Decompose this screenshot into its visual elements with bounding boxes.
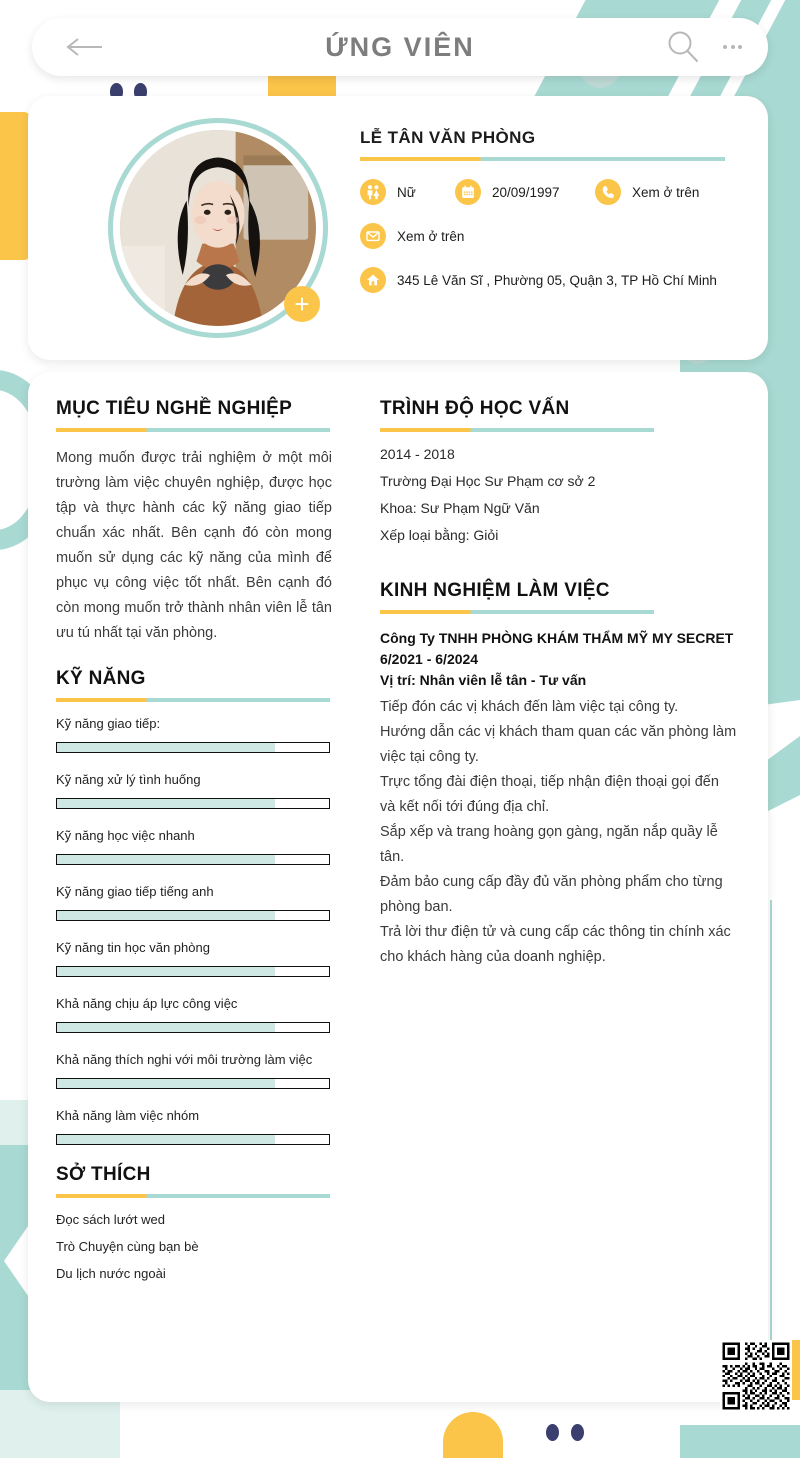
skill-name: Khả năng thích nghi với môi trường làm việc <box>56 1052 313 1067</box>
hobbies-divider <box>56 1194 330 1198</box>
skill-name: Khả năng chịu áp lực công việc <box>56 996 238 1011</box>
experience-duty-line: Sắp xếp và trang hoàng gọn gàng, ngăn nắp quầy lễ tân. <box>380 824 718 865</box>
skill-item <box>56 828 358 865</box>
skill-name: Khả năng làm việc nhóm <box>56 1108 200 1123</box>
app-header <box>32 18 768 76</box>
home-icon <box>360 267 386 293</box>
education-line: 2014 - 2018 <box>380 446 455 462</box>
skills-divider <box>56 698 330 702</box>
skill-item <box>56 716 358 753</box>
skill-name: Kỹ năng xử lý tình huống <box>56 772 201 787</box>
skill-item <box>56 940 358 977</box>
experience-duty-line: Đảm bảo cung cấp đầy đủ văn phòng phẩm cho từng phòng ban. <box>380 874 723 915</box>
qr-code <box>720 1340 792 1412</box>
email-field <box>360 223 464 249</box>
skill-item <box>56 1052 358 1089</box>
hobbies-list <box>56 1212 358 1281</box>
experience-company: Công Ty TNHH PHÒNG KHÁM THẨM MỸ MY SECRET <box>380 630 734 646</box>
profile-card <box>28 96 768 360</box>
skill-level-fill <box>57 799 275 808</box>
navy-dot-bottom-b <box>571 1424 584 1441</box>
more-options-icon[interactable] <box>723 45 742 49</box>
avatar <box>108 118 328 338</box>
experience-entry <box>380 628 738 970</box>
profile-info-row-3 <box>360 267 740 293</box>
skills-section-title: KỸ NĂNG <box>56 668 146 689</box>
skill-name: Kỹ năng học việc nhanh <box>56 828 195 843</box>
education-section-title: TRÌNH ĐỘ HỌC VẤN <box>380 398 570 419</box>
resume-content-card <box>28 372 768 1402</box>
skill-level-fill <box>57 911 275 920</box>
skill-level-bar <box>56 798 330 809</box>
hobby-item: Du lịch nước ngoài <box>56 1266 166 1281</box>
page-title: ỨNG VIÊN <box>325 31 475 62</box>
profile-info <box>360 128 740 293</box>
add-photo-button[interactable]: + <box>284 286 320 322</box>
experience-duty-line: Tiếp đón các vị khách đến làm việc tại công ty. <box>380 699 679 715</box>
hobbies-section <box>56 1164 358 1281</box>
phone-icon <box>595 179 621 205</box>
skill-level-fill <box>57 1135 275 1144</box>
section-spacer <box>380 554 738 580</box>
experience-divider <box>380 610 654 614</box>
education-line: Trường Đại Học Sư Phạm cơ sở 2 <box>380 473 596 489</box>
phone-value: Xem ở trên <box>632 184 700 200</box>
birthdate-field <box>455 179 595 205</box>
experience-duty-line: Trực tổng đài điện thoại, tiếp nhận điện thoại gọi đến và kết nối tới đúng địa chỉ. <box>380 774 719 815</box>
right-thin-teal-line <box>770 900 772 1360</box>
skill-level-fill <box>57 967 275 976</box>
skill-level-fill <box>57 743 275 752</box>
hobby-item: Trò Chuyện cùng bạn bè <box>56 1239 199 1254</box>
skill-level-bar <box>56 742 330 753</box>
skill-item <box>56 884 358 921</box>
phone-field <box>595 179 699 205</box>
skill-level-bar <box>56 1078 330 1089</box>
education-list <box>380 446 738 543</box>
skill-level-fill <box>57 1023 275 1032</box>
skill-level-bar <box>56 1134 330 1145</box>
skill-level-fill <box>57 1079 275 1088</box>
skill-item <box>56 1108 358 1145</box>
gender-icon <box>360 179 386 205</box>
right-column <box>358 372 768 1402</box>
profile-divider <box>360 157 725 161</box>
skill-level-bar <box>56 854 330 865</box>
skill-level-bar <box>56 910 330 921</box>
skill-level-fill <box>57 855 275 864</box>
skill-name: Kỹ năng giao tiếp: <box>56 716 161 731</box>
calendar-icon <box>455 179 481 205</box>
skills-list <box>56 716 358 1145</box>
skill-level-bar <box>56 966 330 977</box>
education-divider <box>380 428 654 432</box>
hobby-item: Đọc sách lướt wed <box>56 1212 165 1227</box>
job-title: LỄ TÂN VĂN PHÒNG <box>360 128 536 147</box>
experience-duty-line: Trả lời thư điện tử và cung cấp các thông tin chính xác cho khách hàng của doanh nghiệp. <box>380 924 731 965</box>
birthdate-value: 20/09/1997 <box>492 184 560 200</box>
skill-level-bar <box>56 1022 330 1033</box>
yellow-left-rect <box>0 112 30 260</box>
gender-field <box>360 179 455 205</box>
skill-item <box>56 772 358 809</box>
skills-section <box>56 668 358 1145</box>
navy-dot-bottom-a <box>546 1424 559 1441</box>
experience-duties <box>380 695 738 970</box>
address-field <box>360 267 717 293</box>
education-line: Xếp loại bằng: Giỏi <box>380 527 499 543</box>
email-icon <box>360 223 386 249</box>
gender-value: Nữ <box>397 184 416 200</box>
profile-info-row-2 <box>360 223 740 249</box>
address-value: 345 Lê Văn Sĩ , Phường 05, Quận 3, TP Hồ Chí Minh <box>397 272 717 288</box>
skill-name: Kỹ năng giao tiếp tiếng anh <box>56 884 214 899</box>
back-arrow-icon[interactable] <box>66 35 106 59</box>
education-line: Khoa: Sư Phạm Ngữ Văn <box>380 500 540 516</box>
profile-info-row-1 <box>360 179 740 205</box>
objective-text: Mong muốn được trải nghiệm ở một môi trường làm việc chuyên nghiệp, được học tập và thực hành các kỹ năng giao tiếp chuẩn xác nhất. Bên cạnh đó còn mong muốn sử dụng các kỹ năng của mình để phục vụ công việc tốt nhất. Bên cạnh đó còn mong muốn trở thành nhân viên lễ tân ưu tú nhất tại văn phòng. <box>56 450 332 641</box>
yellow-semicircle-bottom <box>443 1412 503 1458</box>
objective-section-title: MỤC TIÊU NGHỀ NGHIỆP <box>56 398 293 419</box>
objective-divider <box>56 428 330 432</box>
skill-name: Kỹ năng tin học văn phòng <box>56 940 210 955</box>
email-value: Xem ở trên <box>397 228 465 244</box>
experience-position: Vị trí: Nhân viên lễ tân - Tư vấn <box>380 672 587 688</box>
search-icon[interactable] <box>666 30 700 64</box>
experience-period: 6/2021 - 6/2024 <box>380 651 479 667</box>
left-column <box>28 372 358 1402</box>
experience-duty-line: Hướng dẫn các vị khách tham quan các văn phòng làm việc tại công ty. <box>380 724 737 765</box>
experience-section-title: KINH NGHIỆM LÀM VIỆC <box>380 580 610 601</box>
hobbies-section-title: SỞ THÍCH <box>56 1164 151 1185</box>
skill-item <box>56 996 358 1033</box>
